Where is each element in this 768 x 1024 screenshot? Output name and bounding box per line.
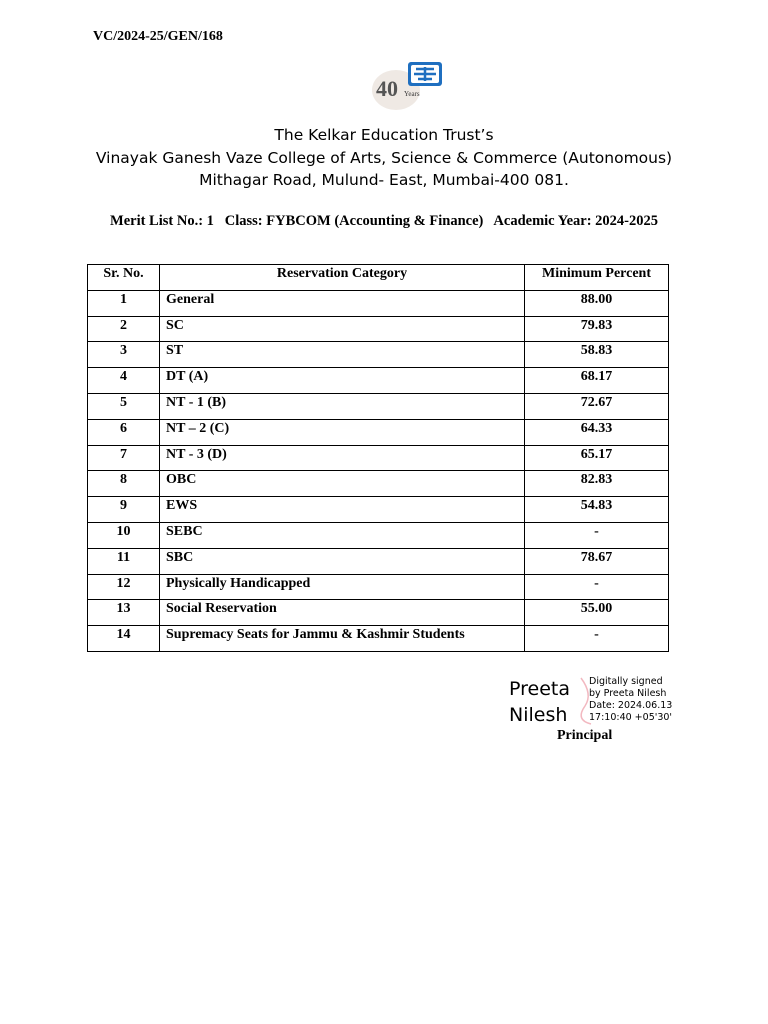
college-emblem-icon <box>368 58 448 120</box>
college-logo <box>368 58 448 120</box>
category: SBC <box>160 548 525 574</box>
college-address: Mithagar Road, Mulund- East, Mumbai-400 081. <box>199 171 569 189</box>
sr-no: 3 <box>88 342 160 368</box>
category: NT – 2 (C) <box>160 419 525 445</box>
table-row <box>88 445 669 471</box>
merit-list-details: Merit List No.: 1 Class: FYBCOM (Accounting & Finance) Academic Year: 2024-2025 <box>110 213 658 229</box>
min-percent: 55.00 <box>525 600 669 626</box>
sr-no: 1 <box>88 290 160 316</box>
min-percent: 64.33 <box>525 419 669 445</box>
category: OBC <box>160 471 525 497</box>
min-percent: 79.83 <box>525 316 669 342</box>
table-row <box>88 393 669 419</box>
signer-last-name: Nilesh <box>509 704 568 726</box>
signer-first-name: Preeta <box>509 678 570 700</box>
sr-no: 14 <box>88 626 160 652</box>
sr-no: 13 <box>88 600 160 626</box>
category: General <box>160 290 525 316</box>
category: SC <box>160 316 525 342</box>
sr-no: 6 <box>88 419 160 445</box>
table-row <box>88 626 669 652</box>
category: NT - 3 (D) <box>160 445 525 471</box>
min-percent: 88.00 <box>525 290 669 316</box>
logo-caption: Years <box>404 90 420 98</box>
signer-name <box>509 676 570 728</box>
designation: Principal <box>557 728 613 743</box>
table-row <box>88 548 669 574</box>
signature-line-2: by Preeta Nilesh <box>589 688 667 699</box>
category: EWS <box>160 497 525 523</box>
sr-no: 7 <box>88 445 160 471</box>
signature-date: Date: 2024.06.13 <box>589 700 673 711</box>
sr-no: 5 <box>88 393 160 419</box>
signature-line-1: Digitally signed <box>589 676 663 687</box>
min-percent: 65.17 <box>525 445 669 471</box>
reference-number: VC/2024-25/GEN/168 <box>93 29 223 44</box>
min-percent: - <box>525 522 669 548</box>
sr-no: 8 <box>88 471 160 497</box>
min-percent: 78.67 <box>525 548 669 574</box>
table-row <box>88 574 669 600</box>
header-min-percent: Minimum Percent <box>525 265 669 291</box>
table-row <box>88 419 669 445</box>
signature-details <box>589 676 672 724</box>
min-percent: 68.17 <box>525 368 669 394</box>
table-row <box>88 497 669 523</box>
min-percent: - <box>525 574 669 600</box>
min-percent: 82.83 <box>525 471 669 497</box>
trust-name: The Kelkar Education Trust’s <box>274 126 494 144</box>
min-percent: - <box>525 626 669 652</box>
min-percent: 72.67 <box>525 393 669 419</box>
table-header-row <box>88 265 669 291</box>
header-sr-no: Sr. No. <box>88 265 160 291</box>
category: ST <box>160 342 525 368</box>
table-row <box>88 368 669 394</box>
table-row <box>88 342 669 368</box>
category: Supremacy Seats for Jammu & Kashmir Students <box>160 626 525 652</box>
logo-number: 40 <box>376 76 398 101</box>
min-percent: 58.83 <box>525 342 669 368</box>
sr-no: 9 <box>88 497 160 523</box>
sr-no: 4 <box>88 368 160 394</box>
sr-no: 12 <box>88 574 160 600</box>
category: SEBC <box>160 522 525 548</box>
table-row <box>88 600 669 626</box>
table-row <box>88 290 669 316</box>
sr-no: 2 <box>88 316 160 342</box>
digital-signature <box>509 676 689 724</box>
sr-no: 10 <box>88 522 160 548</box>
merit-table <box>87 264 669 652</box>
header-category: Reservation Category <box>160 265 525 291</box>
table-row <box>88 522 669 548</box>
sr-no: 11 <box>88 548 160 574</box>
college-name: Vinayak Ganesh Vaze College of Arts, Science & Commerce (Autonomous) <box>95 148 673 167</box>
min-percent: 54.83 <box>525 497 669 523</box>
category: Physically Handicapped <box>160 574 525 600</box>
table-row <box>88 471 669 497</box>
institution-header <box>0 124 768 192</box>
category: Social Reservation <box>160 600 525 626</box>
category: DT (A) <box>160 368 525 394</box>
table-row <box>88 316 669 342</box>
signature-time: 17:10:40 +05'30' <box>589 712 673 723</box>
category: NT - 1 (B) <box>160 393 525 419</box>
